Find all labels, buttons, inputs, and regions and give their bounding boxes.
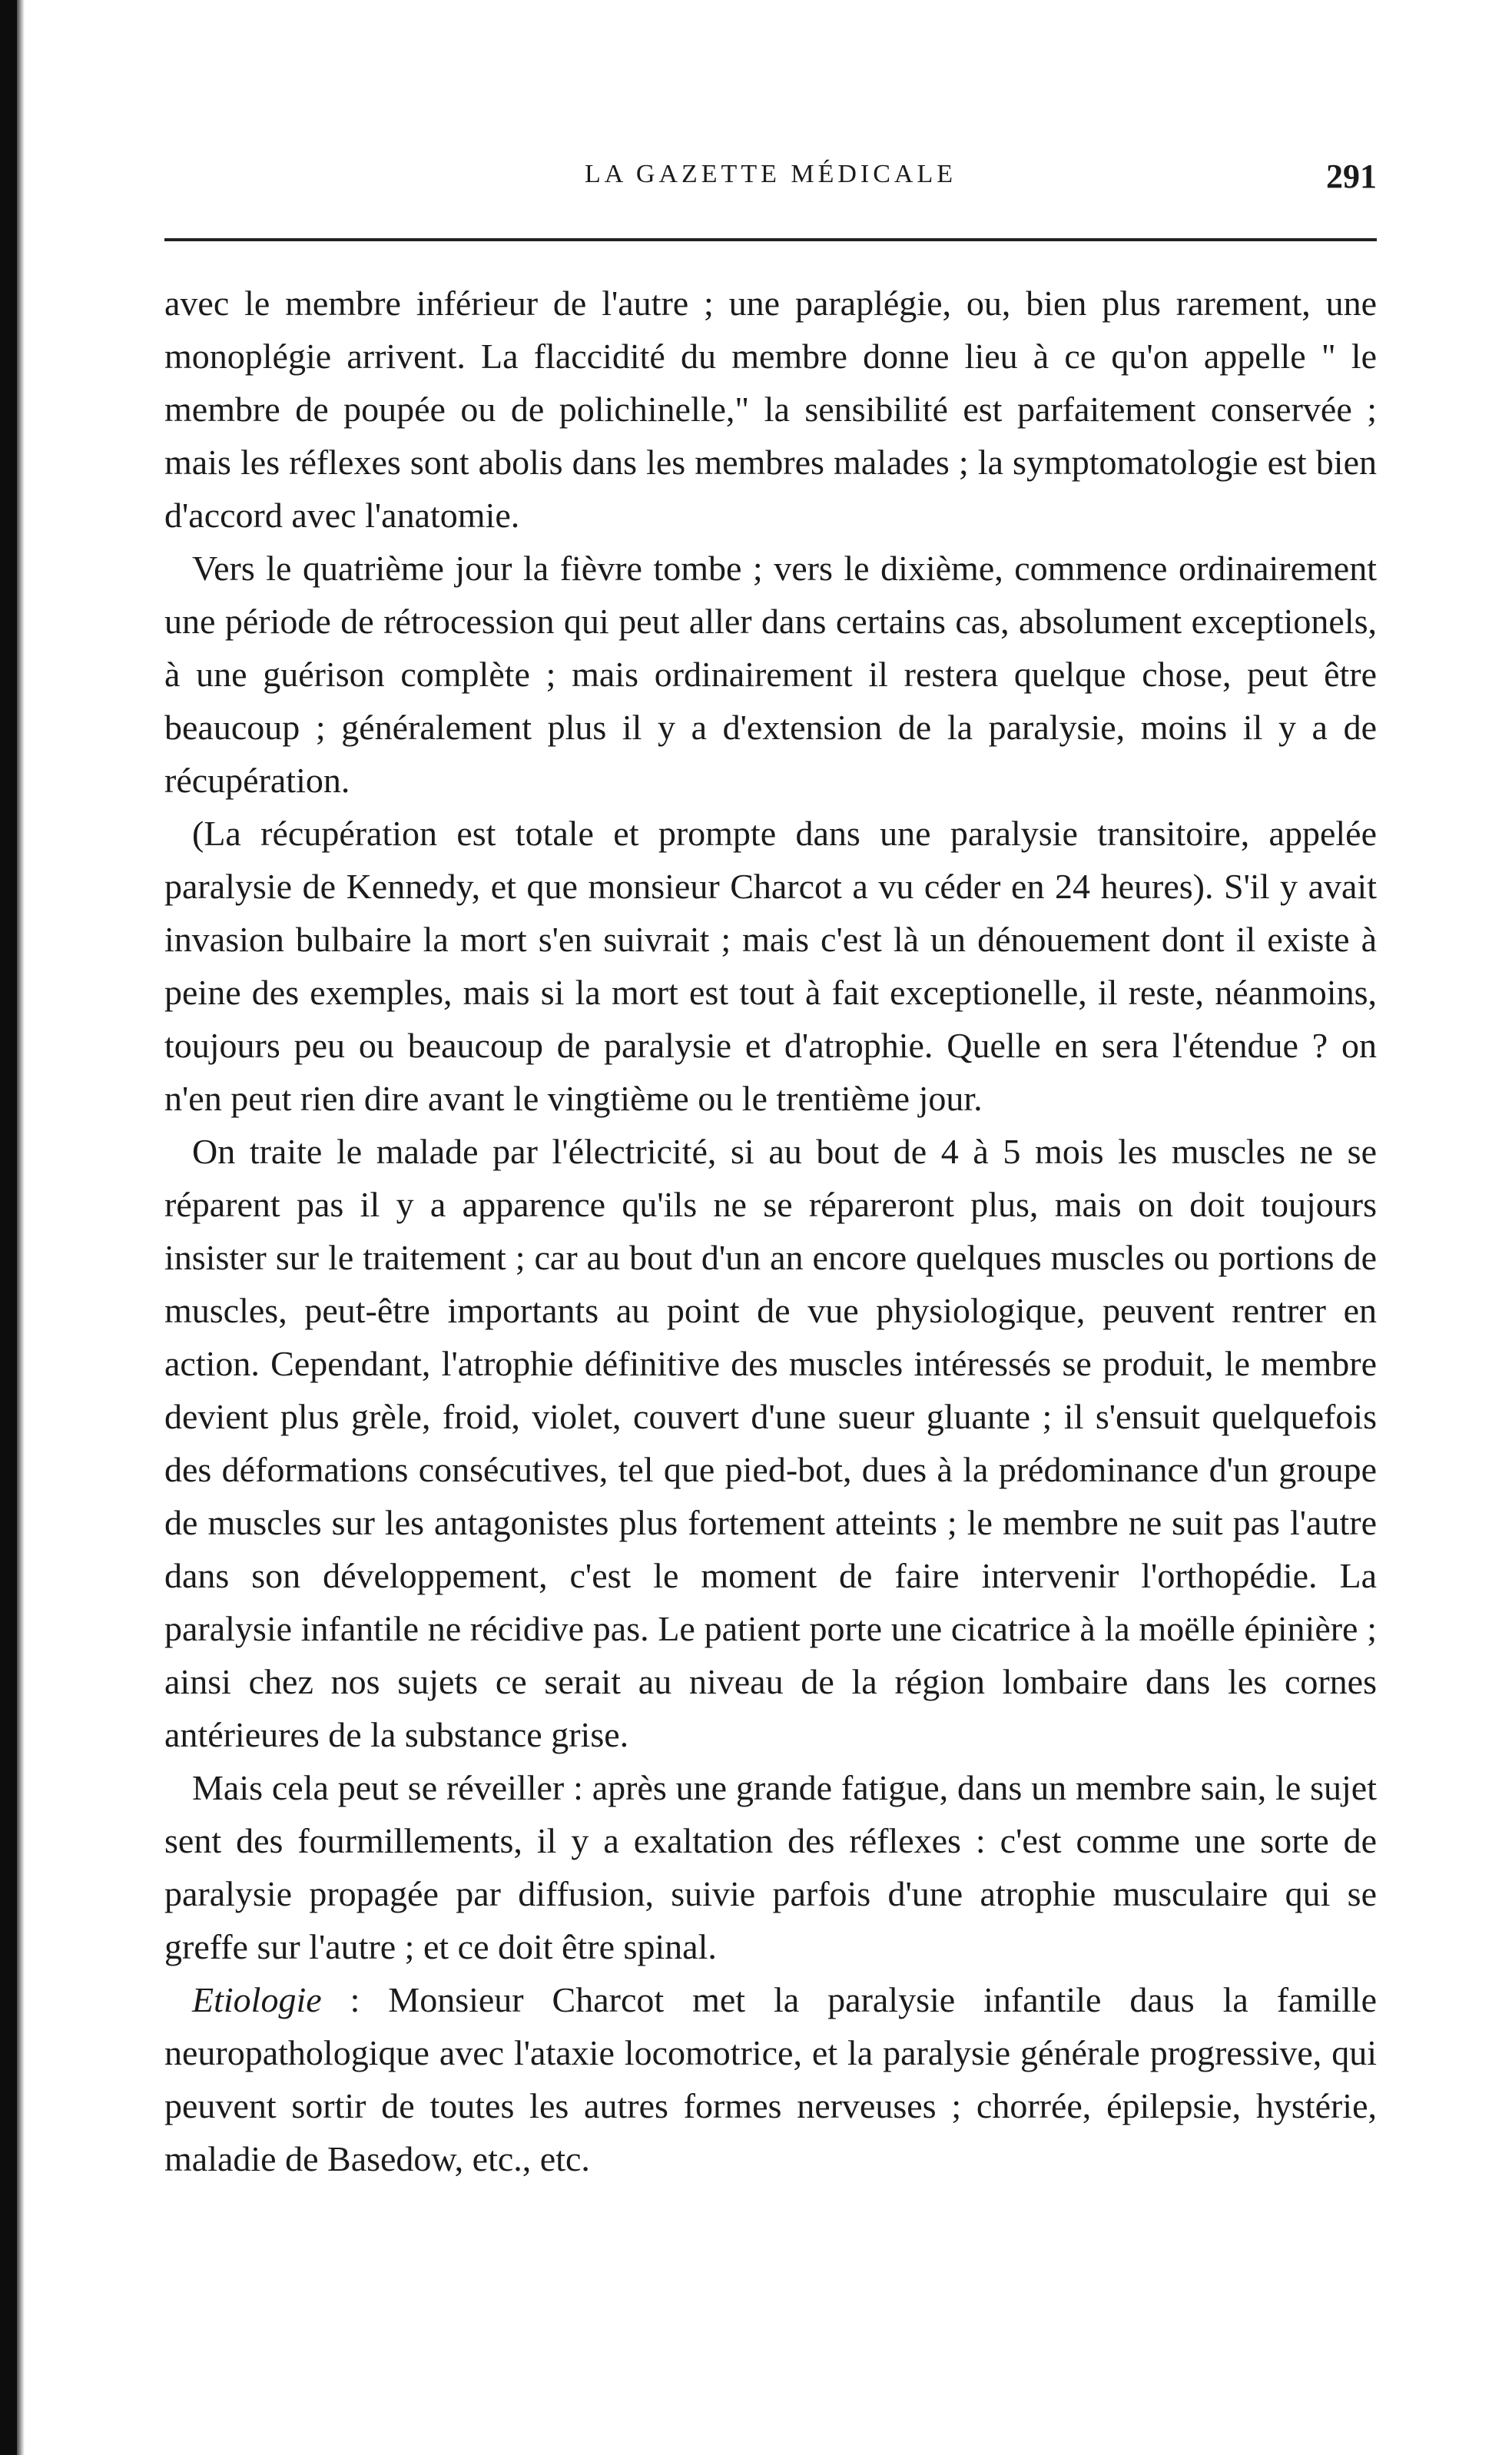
body-text (164, 277, 1377, 2185)
paragraph: (La récupération est totale et prompte dans une paralysie transitoire, appelée paralysie de Kennedy, et que monsieur Charcot a vu céder en 24 heures). S'il y avait invasion bulbaire la mort s'en suivrait ; mais c'est là un dénouement dont il existe à peine des exemples, mais si la mort est tout à fait exceptionelle, il reste, néanmoins, toujours peu ou beaucoup de paralysie et d'atrophie. Quelle en sera l'étendue ? on n'en peut rien dire avant le vingtième ou le trentième jour. (164, 814, 1377, 1118)
scan-binding-edge (0, 0, 17, 2455)
etiology-paragraph (164, 1973, 1377, 2185)
paragraph: Vers le quatrième jour la fièvre tombe ; vers le dixième, commence ordinairement une période de rétrocession qui peut aller dans certains cas, absolument exceptionels, à une guérison complète ; mais ordinairement il restera quelque chose, peut être beaucoup ; généralement plus il y a d'extension de la paralysie, moins il y a de récupération. (164, 549, 1377, 800)
etiology-text: : Monsieur Charcot met la paralysie infantile daus la famille neuropathologique avec l'ataxie locomotrice, et la paralysie générale progressive, qui peuvent sortir de toutes les autres formes nerveuses ; chorrée, épilepsie, hystérie, maladie de Basedow, etc., etc. (164, 1980, 1377, 2178)
running-title: LA GAZETTE MÉDICALE (584, 160, 957, 188)
header-rule (164, 238, 1377, 241)
page-header (164, 160, 1377, 206)
paragraph: On traite le malade par l'électricité, si au bout de 4 à 5 mois les muscles ne se réparent pas il y a apparence qu'ils ne se répareront plus, mais on doit toujours insister sur le traitement ; car au bout d'un an encore quelques muscles ou portions de muscles, peut-être importants au point de vue physiologique, peuvent rentrer en action. Cependant, l'atrophie définitive des muscles intéressés se produit, le membre devient plus grèle, froid, violet, couvert d'une sueur gluante ; il s'ensuit quelquefois des déformations consécutives, tel que pied-bot, dues à la prédominance d'un groupe de muscles sur les antagonistes plus fortement atteints ; le membre ne suit pas l'autre dans son développement, c'est le moment de faire intervenir l'orthopédie. La paralysie infantile ne récidive pas. Le patient porte une cicatrice à la moëlle épinière ; ainsi chez nos sujets ce serait au niveau de la région lombaire dans les cornes antérieures de la substance grise. (164, 1132, 1377, 1754)
page-number: 291 (1326, 158, 1377, 195)
paragraph: avec le membre inférieur de l'autre ; une paraplégie, ou, bien plus rarement, une monoplégie arrivent. La flaccidité du membre donne lieu à ce qu'on appelle " le membre de poupée ou de polichinelle," la sensibilité est parfaitement conservée ; mais les réflexes sont abolis dans les membres malades ; la symptomatologie est bien d'accord avec l'anatomie. (164, 284, 1377, 535)
scan-binding-shadow (17, 0, 25, 2455)
paragraph: Mais cela peut se réveiller : après une grande fatigue, dans un membre sain, le sujet sent des fourmillements, il y a exaltation des réflexes : c'est comme une sorte de paralysie propagée par diffusion, suivie parfois d'une atrophie musculaire qui se greffe sur l'autre ; et ce doit être spinal. (164, 1768, 1377, 1966)
etiology-label: Etiologie (192, 1980, 322, 2019)
